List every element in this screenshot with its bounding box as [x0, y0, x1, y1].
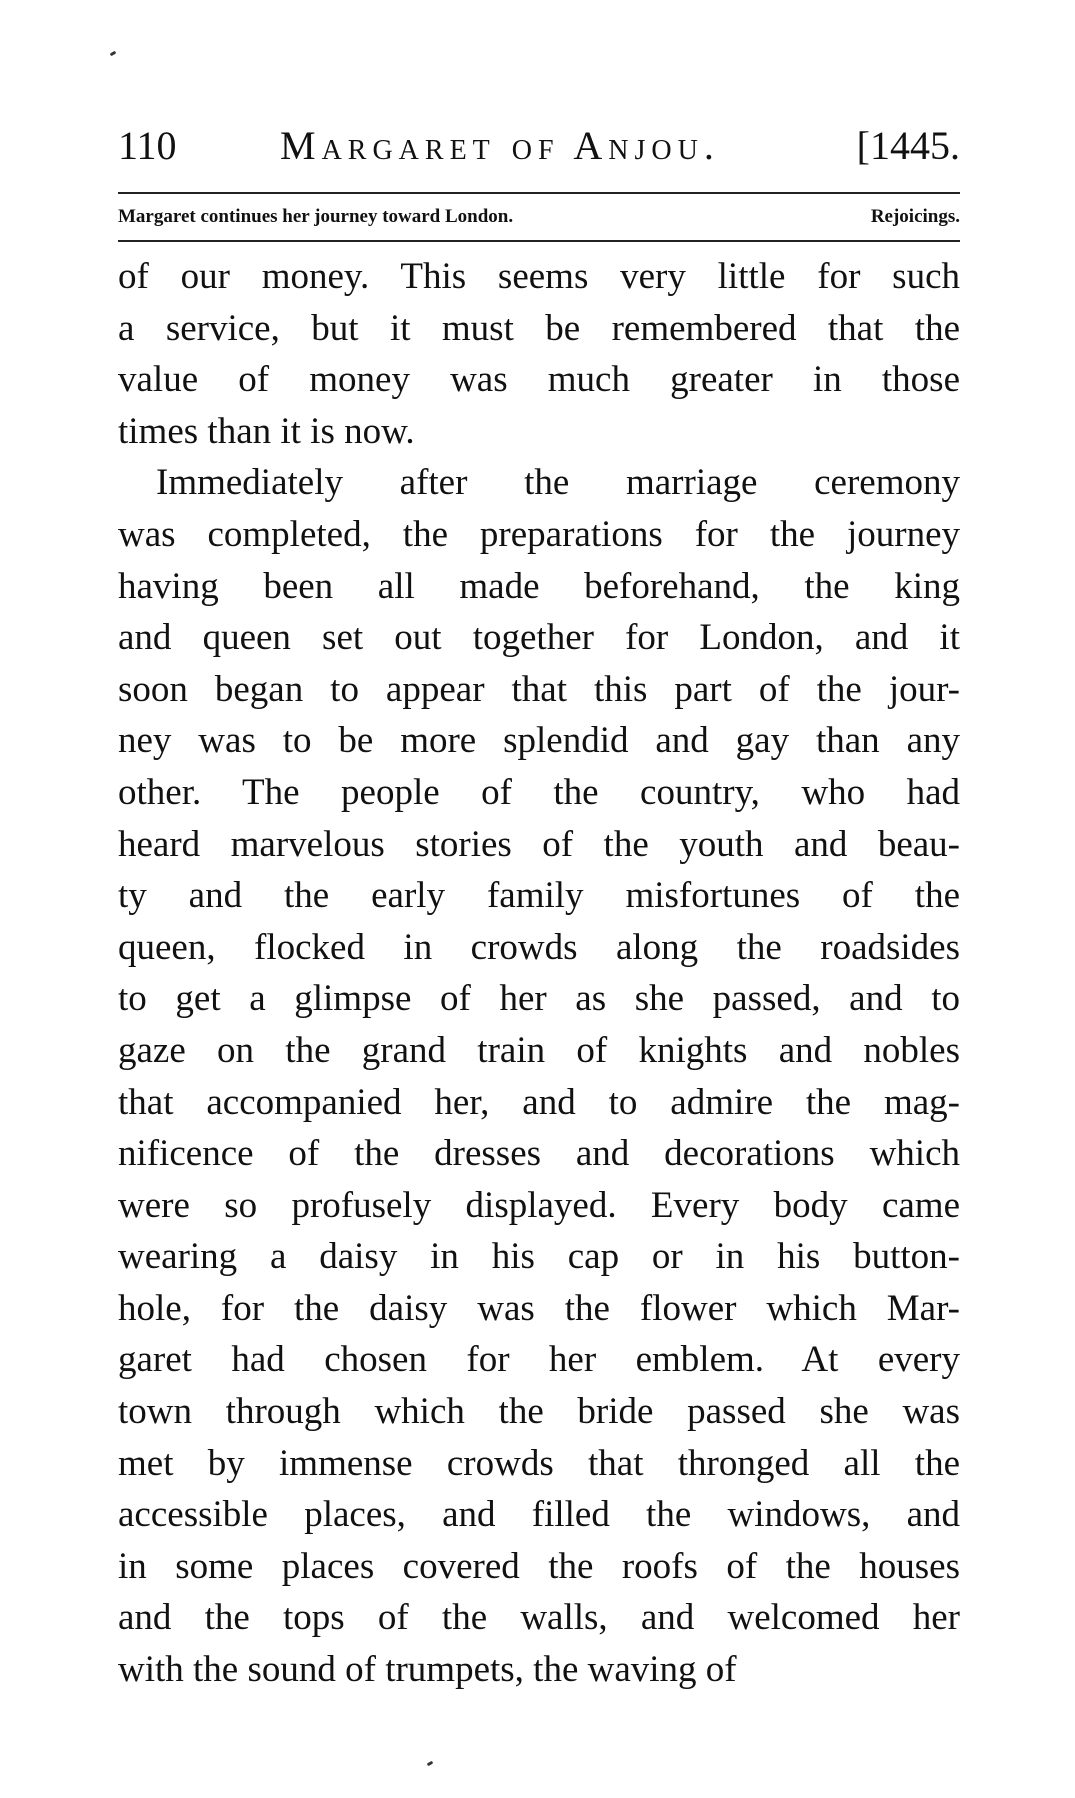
text-line: value of money was much greater in those [118, 359, 960, 401]
text-line: were so profusely displayed. Every body came [118, 1184, 960, 1226]
running-head [118, 118, 960, 174]
text-line: town through which the bride passed she was [118, 1391, 960, 1433]
text-line: in some places covered the roofs of the houses [118, 1545, 960, 1587]
page-number: 110 [118, 123, 177, 168]
text-line: other. The people of the country, who had [118, 771, 960, 813]
header-rule-bottom [118, 240, 960, 242]
text-line: and the tops of the walls, and welcomed her [118, 1597, 960, 1639]
text-line: gaze on the grand train of knights and nobles [118, 1029, 960, 1071]
text-line: Immediately after the marriage ceremony [156, 462, 960, 504]
text-line: hole, for the daisy was the flower which Mar- [118, 1287, 960, 1329]
text-line: ney was to be more splendid and gay than any [118, 720, 960, 762]
text-line: queen, flocked in crowds along the roadsides [118, 926, 960, 968]
text-line: heard marvelous stories of the youth and beau- [118, 823, 960, 865]
ink-speck [427, 1761, 434, 1767]
ink-speck [110, 51, 117, 57]
text-line: met by immense crowds that thronged all the [118, 1442, 960, 1484]
text-line: of our money. This seems very little for such [118, 256, 960, 297]
text-line: with the sound of trumpets, the waving of [118, 1649, 737, 1691]
text-line: to get a glimpse of her as she passed, and to [118, 978, 960, 1020]
text-line: wearing a daisy in his cap or in his button- [118, 1236, 960, 1278]
side-note-left: Margaret continues her journey toward London. [118, 206, 514, 227]
text-line: accessible places, and filled the windows, and [118, 1494, 960, 1536]
year-marker: [1445. [856, 123, 960, 168]
text-line: soon began to appear that this part of the jour- [118, 668, 960, 710]
text-line: a service, but it must be remembered that the [118, 307, 960, 349]
text-line: times than it is now. [118, 410, 415, 452]
text-line: nificence of the dresses and decorations which [118, 1133, 960, 1175]
text-line: having been all made beforehand, the king [118, 565, 960, 607]
text-line: ty and the early family misfortunes of the [118, 875, 960, 917]
text-line: garet had chosen for her emblem. At every [118, 1339, 960, 1381]
body-text [118, 251, 960, 1696]
text-line: that accompanied her, and to admire the mag- [118, 1081, 960, 1123]
header-rule-top [118, 192, 960, 194]
side-notes [118, 198, 960, 236]
side-note-right: Rejoicings. [870, 206, 960, 227]
text-line: and queen set out together for London, and it [118, 617, 960, 659]
text-line: was completed, the preparations for the journey [118, 513, 960, 555]
book-title: Margaret of Anjou. [280, 123, 720, 168]
